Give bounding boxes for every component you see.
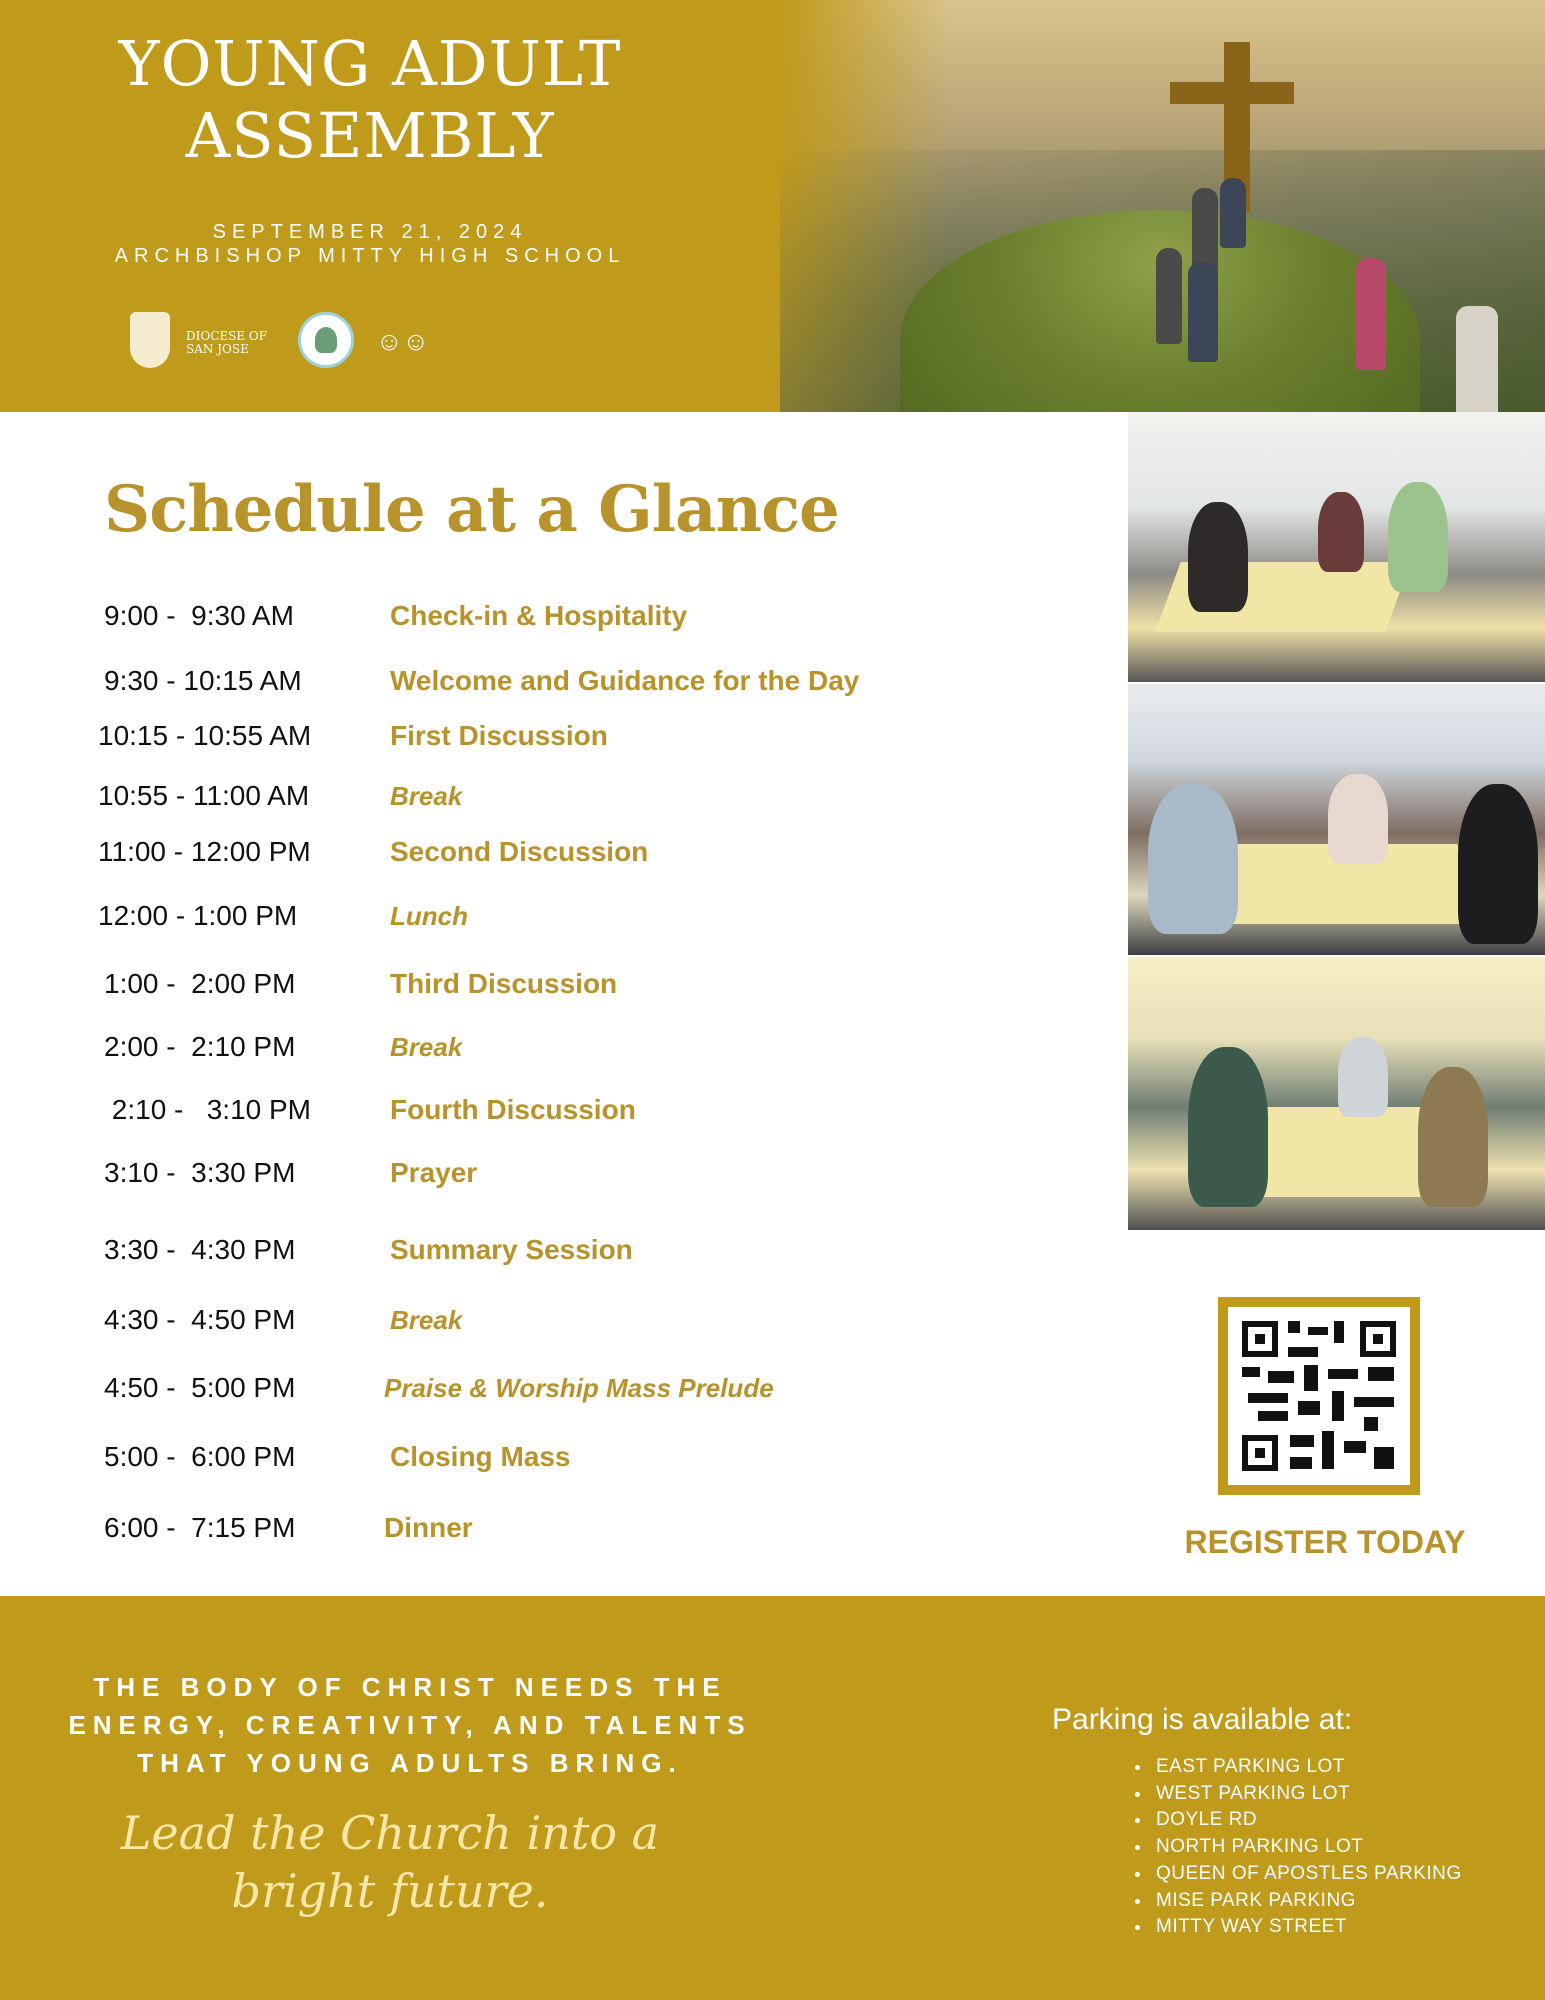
photo-person: [1418, 1067, 1488, 1207]
footer-tagline-line: THE BODY OF CHRIST NEEDS THE: [93, 1672, 727, 1702]
qr-code-matrix: [1228, 1307, 1410, 1485]
schedule-time: 9:30 - 10:15 AM: [104, 665, 302, 696]
parking-list-item: • DOYLE RD: [1152, 1807, 1462, 1834]
event-title: [80, 28, 660, 172]
photo-person: [1318, 492, 1364, 572]
footer-slogan-line: Lead the Church into a: [120, 1806, 660, 1860]
parking-list-item: • WEST PARKING LOT: [1152, 1781, 1462, 1808]
qr-module: [1328, 1369, 1358, 1379]
schedule-row: [0, 1510, 1000, 1546]
schedule-event: Break: [390, 1305, 463, 1335]
schedule-event: Dinner: [384, 1512, 473, 1543]
event-details: [60, 220, 680, 268]
diocese-crest-icon: [130, 312, 170, 368]
photo-small-groups: [1128, 957, 1545, 1230]
footer-slogan-line: bright future.: [231, 1864, 549, 1918]
qr-finder: [1242, 1321, 1278, 1357]
hero-image-mountain-cross: [780, 0, 1545, 412]
schedule-time: 4:50 - 5:00 PM: [104, 1372, 296, 1403]
cross-icon-bar: [1170, 82, 1294, 104]
qr-module: [1354, 1397, 1394, 1407]
register-today-link[interactable]: REGISTER TODAY: [1184, 1524, 1466, 1560]
schedule-event: Break: [390, 1032, 463, 1062]
schedule-event: Third Discussion: [390, 968, 618, 999]
event-date: SEPTEMBER 21, 2024: [212, 221, 528, 243]
schedule-row: [0, 1232, 1000, 1268]
schedule-time: 3:10 - 3:30 PM: [104, 1157, 296, 1188]
schedule-time: 10:15 - 10:55 AM: [98, 720, 312, 751]
parking-list-item: • MITTY WAY STREET: [1152, 1914, 1462, 1941]
schedule-time: 3:30 - 4:30 PM: [104, 1234, 296, 1265]
footer-tagline-line: ENERGY, CREATIVITY, AND TALENTS: [68, 1710, 752, 1740]
sponsor-logos: [130, 312, 460, 372]
schedule-event: Check-in & Hospitality: [390, 600, 688, 631]
diocese-logo-line: DIOCESE OF: [186, 329, 268, 343]
schedule-time: 9:00 - 9:30 AM: [104, 600, 294, 631]
qr-module: [1288, 1347, 1318, 1357]
parking-list-item: • EAST PARKING LOT: [1152, 1754, 1462, 1781]
schedule-event: Fourth Discussion: [390, 1094, 636, 1125]
qr-module: [1322, 1431, 1334, 1469]
parking-list-item: • MISE PARK PARKING: [1152, 1888, 1462, 1915]
schedule-time: 5:00 - 6:00 PM: [104, 1441, 296, 1472]
schedule-event: First Discussion: [390, 720, 608, 751]
schedule-row: [0, 1439, 1000, 1475]
qr-module: [1268, 1371, 1294, 1383]
photo-person: [1148, 784, 1238, 934]
event-title-line: ASSEMBLY: [185, 99, 555, 172]
schedule-row: [0, 663, 1000, 699]
qr-module: [1374, 1447, 1394, 1469]
schedule-time: 2:00 - 2:10 PM: [104, 1031, 296, 1062]
schedule-row: [0, 966, 1000, 1002]
footer-slogan: [80, 1804, 700, 1920]
hiker-figure: [1456, 306, 1498, 412]
schedule-row: [0, 1370, 1000, 1406]
schedule-row: [0, 898, 1000, 934]
people-icon: ☺☺: [376, 326, 430, 356]
photo-person: [1388, 482, 1448, 592]
parking-list-item: • QUEEN OF APOSTLES PARKING: [1152, 1861, 1462, 1888]
schedule-time: 11:00 - 12:00 PM: [98, 836, 311, 867]
hiker-figure: [1220, 178, 1246, 248]
photo-group-discussion: [1128, 412, 1545, 682]
qr-module: [1290, 1435, 1314, 1447]
photo-table-conversation: [1128, 684, 1545, 955]
schedule-time: 12:00 - 1:00 PM: [98, 900, 298, 931]
schedule-time: 2:10 - 3:10 PM: [104, 1094, 311, 1125]
footer-banner: [0, 1596, 1545, 2000]
event-venue: ARCHBISHOP MITTY HIGH SCHOOL: [114, 245, 626, 267]
schedule-event: Second Discussion: [390, 836, 649, 867]
schedule-row: [0, 718, 1000, 754]
parking-list-item: • NORTH PARKING LOT: [1152, 1834, 1462, 1861]
photo-person: [1338, 1037, 1388, 1117]
qr-module: [1304, 1365, 1318, 1391]
registration-qr-code[interactable]: [1218, 1297, 1420, 1495]
photo-person: [1188, 502, 1248, 612]
qr-module: [1368, 1367, 1394, 1381]
qr-module: [1258, 1411, 1288, 1421]
hiker-figure: [1188, 262, 1218, 362]
header-banner: [0, 0, 1545, 412]
qr-module: [1288, 1321, 1300, 1333]
qr-module: [1334, 1321, 1344, 1343]
qr-module: [1364, 1417, 1378, 1431]
diocese-logo-line: SAN JOSE: [186, 342, 249, 356]
schedule-event: Break: [390, 781, 463, 811]
schedule-event: Welcome and Guidance for the Day: [390, 665, 860, 696]
hiker-figure: [1156, 248, 1182, 344]
schedule-row: [0, 1302, 1000, 1338]
photo-person: [1188, 1047, 1268, 1207]
footer-tagline: [40, 1668, 780, 1782]
qr-module: [1344, 1441, 1366, 1453]
schedule-row: [0, 1092, 1000, 1128]
photo-person: [1328, 774, 1388, 864]
schedule-event: Praise & Worship Mass Prelude: [384, 1373, 774, 1403]
schedule-row: [0, 834, 1000, 870]
qr-module: [1298, 1401, 1320, 1415]
schedule-heading: Schedule at a Glance: [104, 472, 839, 547]
schedule-row: [0, 1155, 1000, 1191]
qr-finder: [1242, 1435, 1278, 1471]
qr-module: [1242, 1367, 1260, 1377]
schedule-time: 4:30 - 4:50 PM: [104, 1304, 296, 1335]
schedule-event: Closing Mass: [390, 1441, 571, 1472]
hiker-figure: [1356, 258, 1386, 370]
qr-module: [1290, 1457, 1312, 1469]
schedule-event: Lunch: [390, 901, 468, 931]
parking-heading: Parking is available at:: [1052, 1703, 1353, 1736]
parking-list: [1126, 1754, 1462, 1941]
diocese-logo-text: [186, 330, 267, 356]
schedule-row: [0, 1029, 1000, 1065]
footer-tagline-line: THAT YOUNG ADULTS BRING.: [137, 1748, 683, 1778]
schedule-event: Summary Session: [390, 1234, 633, 1265]
event-title-line: YOUNG ADULT: [118, 27, 622, 100]
schedule-time: 6:00 - 7:15 PM: [104, 1512, 296, 1543]
qr-module: [1308, 1327, 1328, 1335]
ministry-seal-icon: [298, 312, 354, 368]
qr-module: [1248, 1393, 1288, 1403]
schedule-event: Prayer: [390, 1157, 478, 1188]
schedule-time: 10:55 - 11:00 AM: [98, 780, 310, 811]
photo-person: [1458, 784, 1538, 944]
schedule-time: 1:00 - 2:00 PM: [104, 968, 296, 999]
schedule-row: [0, 778, 1000, 814]
photo-table: [1240, 1107, 1436, 1197]
schedule-row: [0, 598, 1000, 634]
qr-module: [1332, 1391, 1344, 1421]
qr-finder: [1360, 1321, 1396, 1357]
